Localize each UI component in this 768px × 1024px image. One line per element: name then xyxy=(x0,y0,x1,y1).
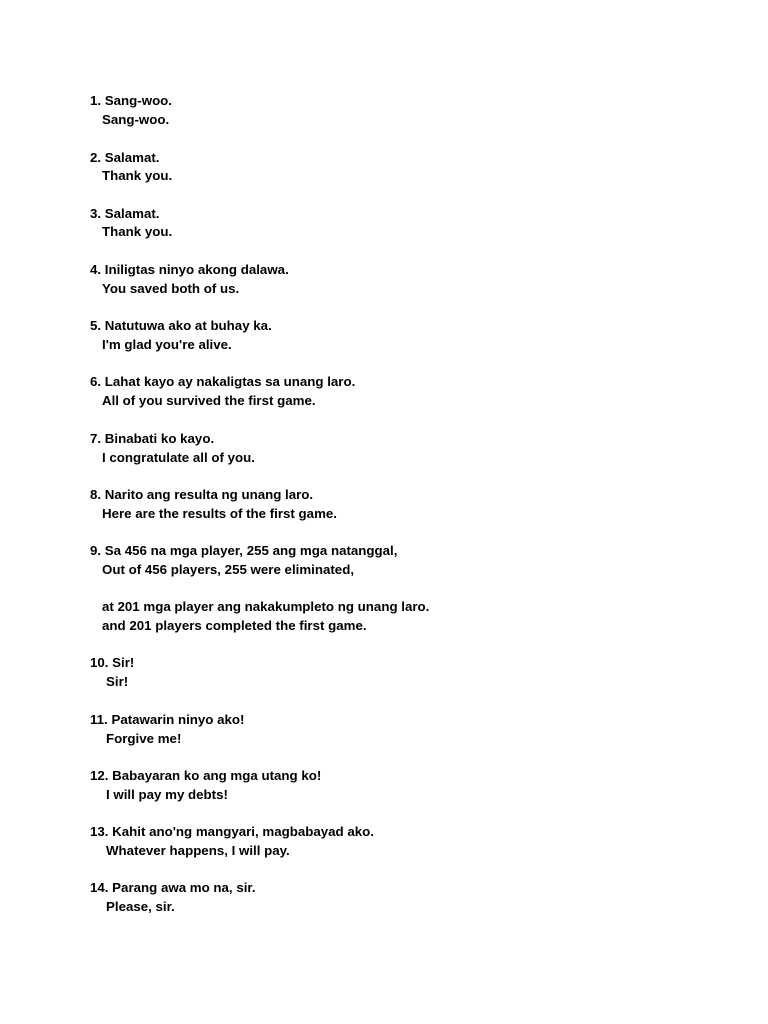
entry-10-translation: Sir! xyxy=(106,674,129,689)
entry-9-original: 9. Sa 456 na mga player, 255 ang mga natanggal, xyxy=(90,543,398,558)
entry-11-original: 11. Patawarin ninyo ako! xyxy=(90,712,245,727)
entry-12-translation: I will pay my debts! xyxy=(106,787,228,802)
entry-7-original: 7. Binabati ko kayo. xyxy=(90,431,215,446)
entry-10-original: 10. Sir! xyxy=(90,655,135,670)
entry-9b-translation: and 201 players completed the first game. xyxy=(102,618,367,633)
entry-3-translation: Thank you. xyxy=(102,224,173,239)
entry-11-translation: Forgive me! xyxy=(106,731,182,746)
entry-13-original: 13. Kahit ano'ng mangyari, magbabayad ako. xyxy=(90,824,374,839)
entry-12-original: 12. Babayaran ko ang mga utang ko! xyxy=(90,768,322,783)
entry-4-original: 4. Iniligtas ninyo akong dalawa. xyxy=(90,262,289,277)
entry-13-translation: Whatever happens, I will pay. xyxy=(106,843,290,858)
entry-1-translation: Sang-woo. xyxy=(102,112,170,127)
entry-8-translation: Here are the results of the first game. xyxy=(102,506,337,521)
entry-7-translation: I congratulate all of you. xyxy=(102,450,255,465)
entry-8-original: 8. Narito ang resulta ng unang laro. xyxy=(90,487,314,502)
entry-9-translation: Out of 456 players, 255 were eliminated, xyxy=(102,562,355,577)
entry-6-original: 6. Lahat kayo ay nakaligtas sa unang laro. xyxy=(90,374,356,389)
entry-3-original: 3. Salamat. xyxy=(90,206,160,221)
entry-1-original: 1. Sang-woo. xyxy=(90,93,173,108)
entry-14-translation: Please, sir. xyxy=(106,899,175,914)
entry-5-translation: I'm glad you're alive. xyxy=(102,337,232,352)
entry-2-original: 2. Salamat. xyxy=(90,150,160,165)
entry-4-translation: You saved both of us. xyxy=(102,281,240,296)
entry-14-original: 14. Parang awa mo na, sir. xyxy=(90,880,256,895)
entry-6-translation: All of you survived the first game. xyxy=(102,393,316,408)
entry-9b-original: at 201 mga player ang nakakumpleto ng unang laro. xyxy=(102,599,430,614)
entry-2-translation: Thank you. xyxy=(102,168,173,183)
entry-5-original: 5. Natutuwa ako at buhay ka. xyxy=(90,318,272,333)
